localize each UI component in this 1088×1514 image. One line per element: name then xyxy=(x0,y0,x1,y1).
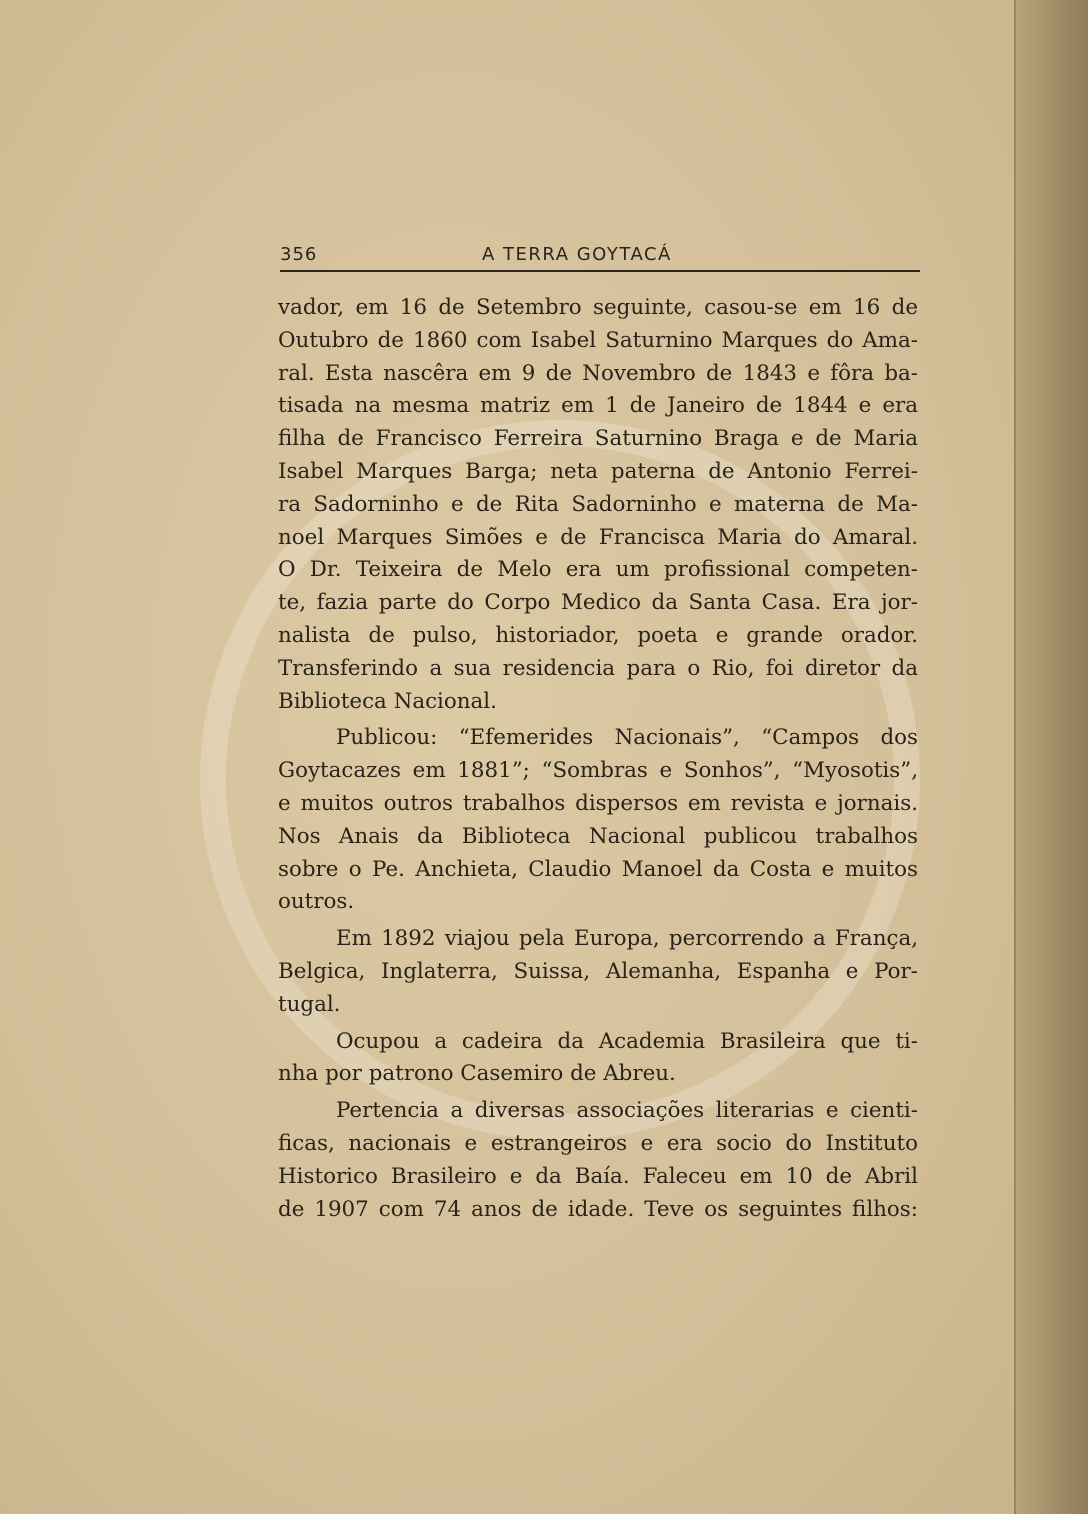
text-line: e muitos outros trabalhos dispersos em revista e jornais. xyxy=(278,790,918,816)
text-line: noel Marques Simões e de Francisca Maria do Amaral. xyxy=(278,524,918,550)
text-line: de 1907 com 74 anos de idade. Teve os seguintes filhos: xyxy=(278,1196,918,1222)
text-line: Pertencia a diversas associações literarias e cienti- xyxy=(336,1098,918,1124)
text-line: Historico Brasileiro e da Baía. Faleceu em 10 de Abril xyxy=(278,1163,918,1189)
running-title: A TERRA GOYTACÁ xyxy=(482,244,672,265)
page-number: 356 xyxy=(280,244,318,265)
text-line: ral. Esta nascêra em 9 de Novembro de 1843 e fôra ba- xyxy=(278,360,918,386)
text-line: tugal. xyxy=(278,991,341,1017)
body-text xyxy=(278,292,918,1226)
paragraph-biography xyxy=(278,292,918,718)
paragraph-associations xyxy=(278,1095,918,1226)
paragraph-academy xyxy=(278,1026,918,1092)
page-header xyxy=(280,242,920,272)
text-line: Isabel Marques Barga; neta paterna de Antonio Ferrei- xyxy=(278,458,918,484)
text-line: vador, em 16 de Setembro seguinte, casou-se em 16 de xyxy=(278,295,918,320)
text-line: sobre o Pe. Anchieta, Claudio Manoel da Costa e muitos xyxy=(278,856,918,882)
text-line: Ocupou a cadeira da Academia Brasileira que ti- xyxy=(336,1028,918,1054)
text-line: Belgica, Inglaterra, Suissa, Alemanha, Espanha e Por- xyxy=(278,958,918,984)
text-line: filha de Francisco Ferreira Saturnino Braga e de Maria xyxy=(278,426,918,452)
text-line: Biblioteca Nacional. xyxy=(278,688,497,714)
text-line: Outubro de 1860 com Isabel Saturnino Marques do Ama- xyxy=(278,327,918,353)
text-line: Transferindo a sua residencia para o Rio, foi diretor da xyxy=(278,655,918,681)
text-line: ficas, nacionais e estrangeiros e era socio do Instituto xyxy=(278,1130,918,1156)
paragraph-travel xyxy=(278,923,918,1021)
text-line: O Dr. Teixeira de Melo era um profissional competen- xyxy=(278,557,918,583)
text-line: outros. xyxy=(278,889,355,915)
text-line: nalista de pulso, historiador, poeta e grande orador. xyxy=(278,622,918,648)
text-line: Em 1892 viajou pela Europa, percorrendo a França, xyxy=(336,926,918,952)
text-line: Publicou: “Efemerides Nacionais”, “Campos dos xyxy=(336,725,918,751)
paragraph-publications xyxy=(278,722,918,919)
text-line: ra Sadorninho e de Rita Sadorninho e materna de Ma- xyxy=(278,491,918,517)
text-line: nha por patrono Casemiro de Abreu. xyxy=(278,1061,676,1087)
text-line: Nos Anais da Biblioteca Nacional publicou trabalhos xyxy=(278,823,918,849)
text-line: tisada na mesma matriz em 1 de Janeiro de 1844 e era xyxy=(278,393,918,419)
text-line: Goytacazes em 1881”; “Sombras e Sonhos”, “Myosotis”, xyxy=(278,758,918,784)
text-line: te, fazia parte do Corpo Medico da Santa Casa. Era jor- xyxy=(278,590,918,616)
book-spine-edge xyxy=(1016,0,1088,1514)
